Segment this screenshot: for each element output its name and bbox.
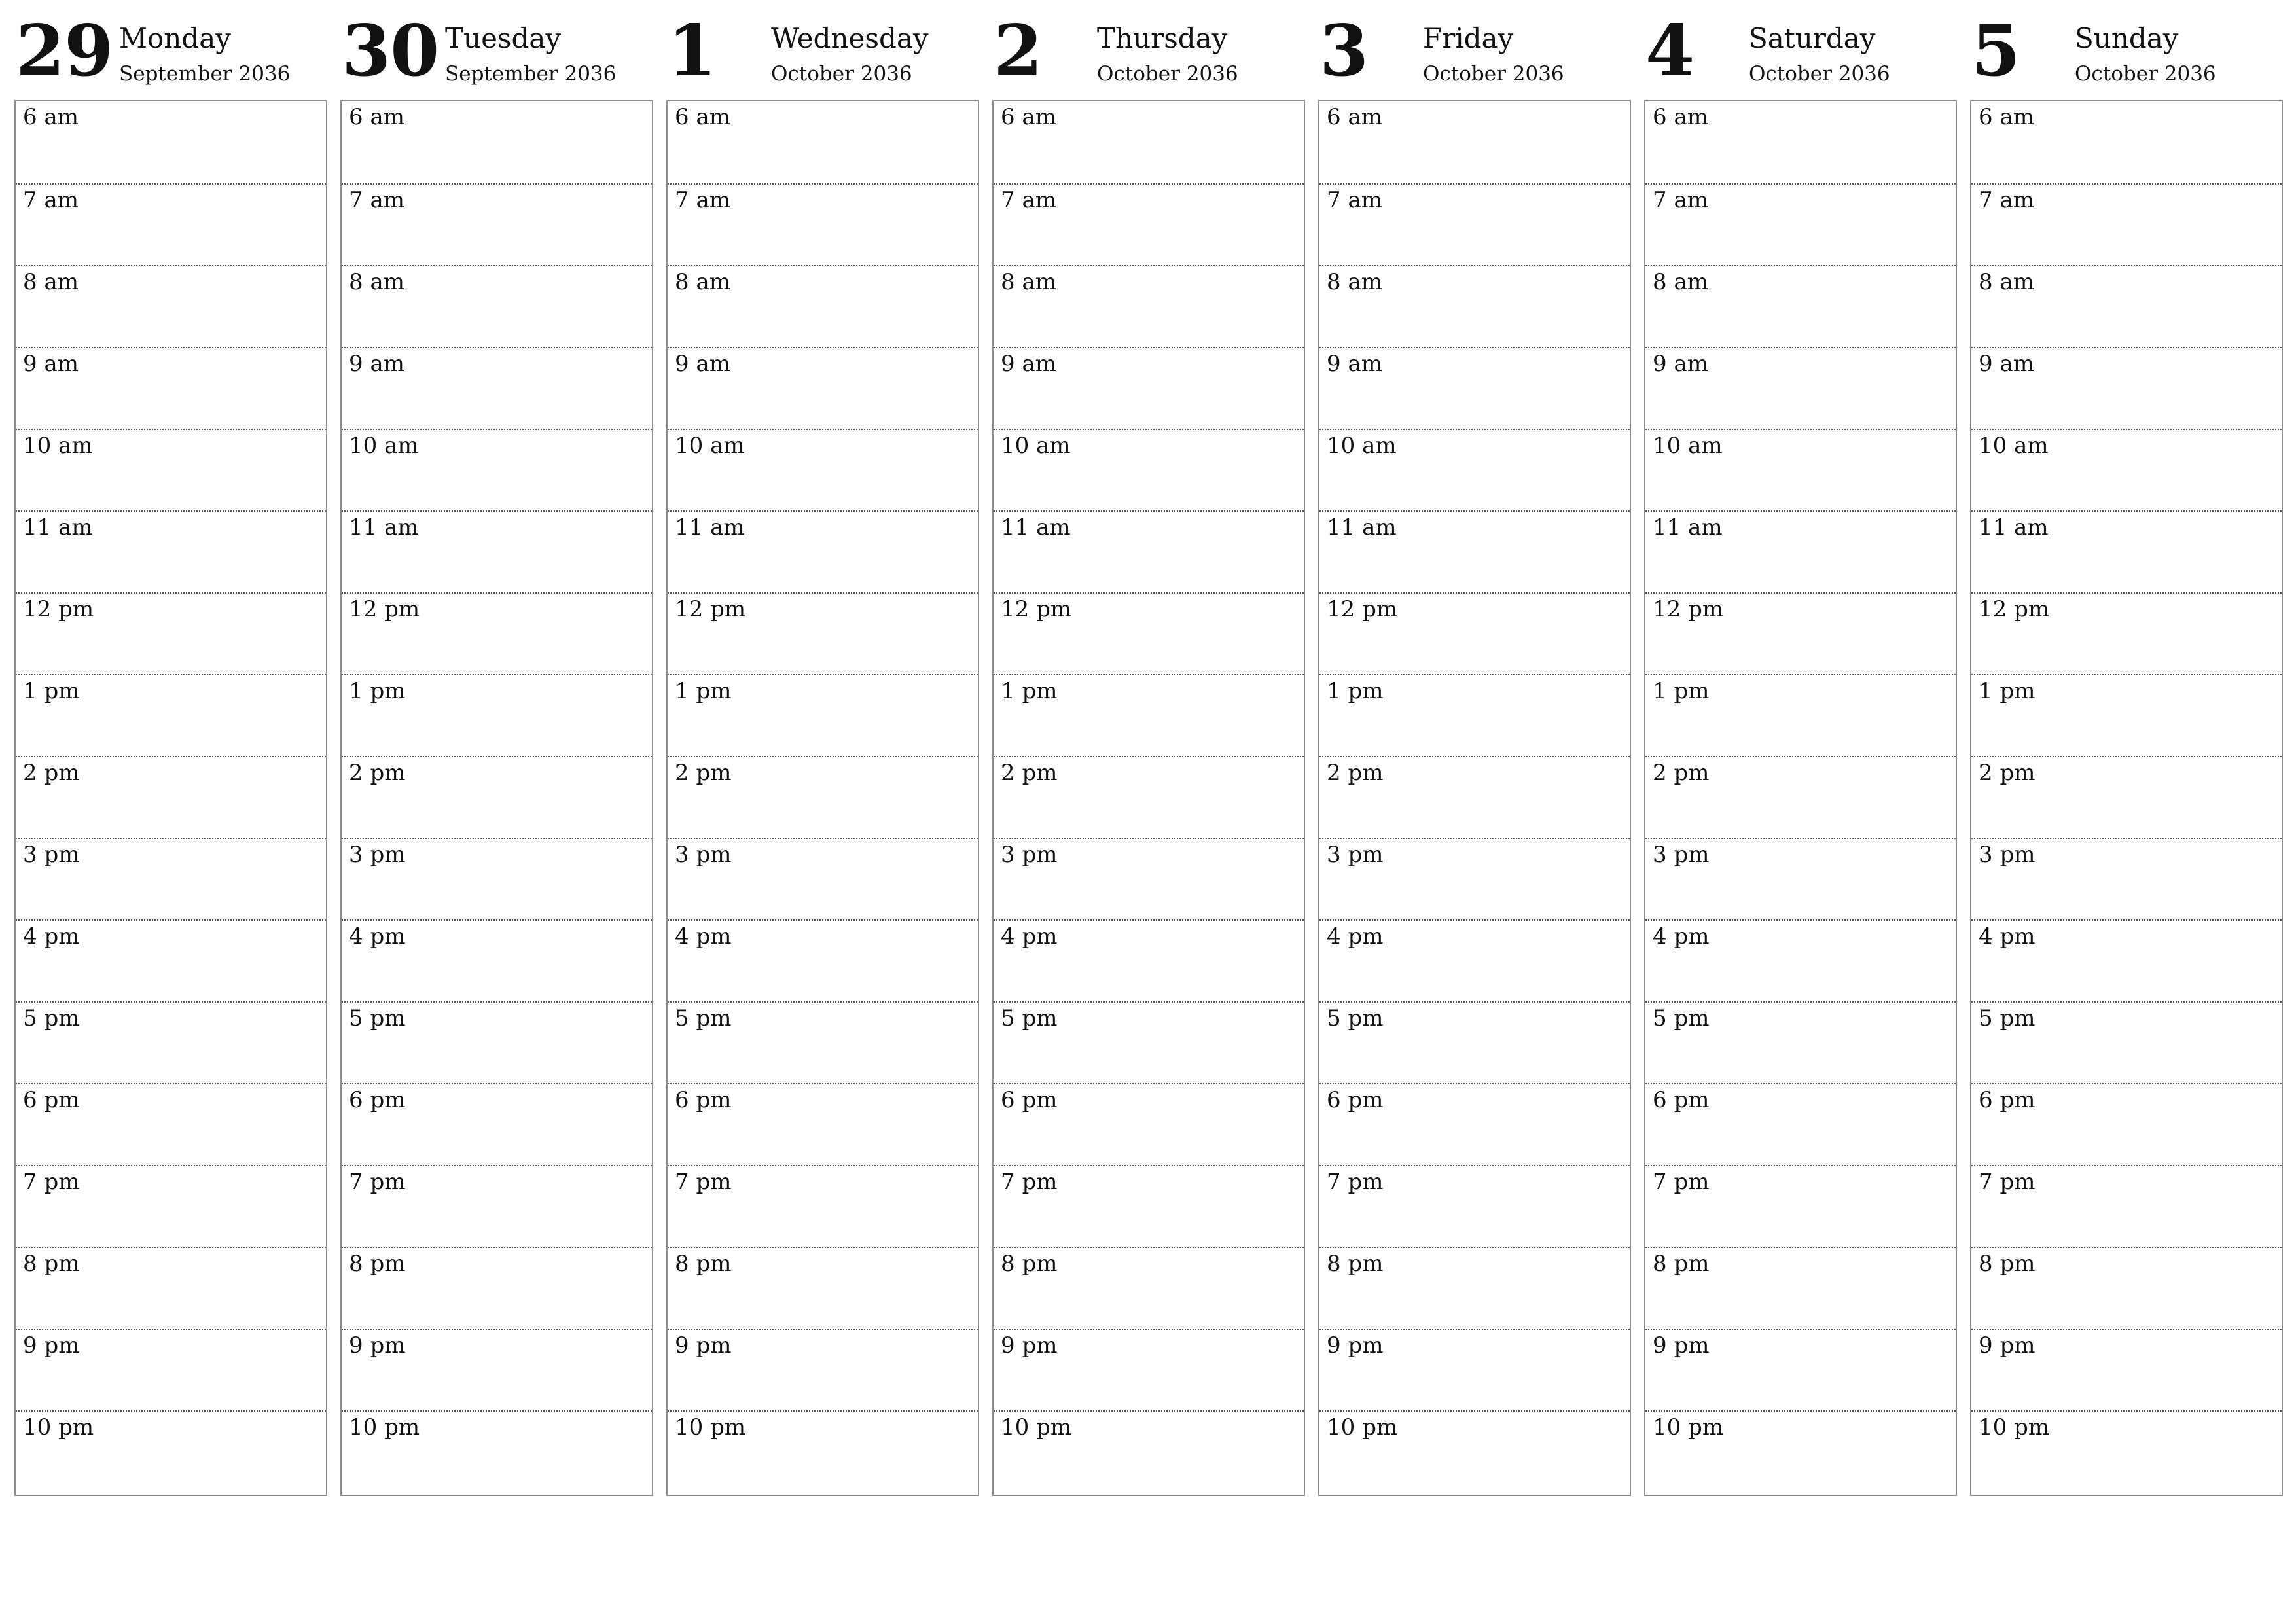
hour-label: 10 am [23, 433, 93, 459]
hour-label: 7 am [1327, 187, 1382, 213]
hour-label: 9 pm [23, 1332, 80, 1359]
hour-slot[interactable] [16, 756, 326, 838]
hour-slot[interactable] [1971, 1001, 2282, 1083]
day-header [1644, 0, 1957, 98]
hour-label: 5 pm [1653, 1005, 1710, 1031]
hour-label: 3 pm [675, 842, 732, 868]
hour-label: 6 am [1327, 104, 1382, 130]
weekday-name: Tuesday [445, 22, 562, 54]
hour-label: 5 pm [23, 1005, 80, 1031]
hour-label: 4 pm [1327, 923, 1384, 950]
hour-label: 5 pm [675, 1005, 732, 1031]
hour-slot[interactable] [994, 838, 1304, 919]
hour-label: 8 pm [349, 1251, 406, 1277]
hour-label: 7 am [1653, 187, 1708, 213]
hour-label: 1 pm [1979, 678, 2036, 704]
hour-label: 4 pm [1653, 923, 1710, 950]
hour-label: 11 am [1001, 514, 1071, 541]
hour-slot[interactable] [1645, 1083, 1956, 1165]
hour-label: 8 pm [1979, 1251, 2036, 1277]
hour-slot[interactable] [1971, 1165, 2282, 1247]
hour-label: 9 pm [349, 1332, 406, 1359]
day-header [1318, 0, 1631, 98]
hour-label: 7 pm [1653, 1169, 1710, 1195]
hour-label: 7 pm [675, 1169, 732, 1195]
day-number: 30 [342, 10, 439, 92]
hour-label: 10 am [1327, 433, 1397, 459]
hour-slot[interactable] [1971, 1083, 2282, 1165]
hour-label: 11 am [1653, 514, 1723, 541]
hour-slot[interactable] [16, 183, 326, 265]
hour-slot[interactable] [1319, 510, 1630, 592]
hour-label: 8 am [1653, 269, 1708, 295]
hour-label: 6 pm [1327, 1087, 1384, 1113]
hour-label: 2 pm [675, 760, 732, 786]
hour-slot[interactable] [994, 1083, 1304, 1165]
hour-slot[interactable] [994, 510, 1304, 592]
hour-label: 3 pm [1327, 842, 1384, 868]
hour-label: 11 am [675, 514, 745, 541]
hour-label: 6 am [349, 104, 404, 130]
hour-label: 11 am [349, 514, 419, 541]
hour-slot[interactable] [668, 1329, 978, 1410]
day-header [14, 0, 327, 98]
hour-slot[interactable] [1645, 1329, 1956, 1410]
hour-slot[interactable] [994, 592, 1304, 674]
hour-slot[interactable] [1319, 592, 1630, 674]
hour-label: 6 am [1979, 104, 2034, 130]
hour-label: 9 pm [1653, 1332, 1710, 1359]
hour-label: 6 am [675, 104, 730, 130]
hour-label: 7 pm [1001, 1169, 1058, 1195]
hour-label: 3 pm [349, 842, 406, 868]
hour-label: 4 pm [675, 923, 732, 950]
hour-slot[interactable] [1971, 756, 2282, 838]
hour-slot[interactable] [1971, 1329, 2282, 1410]
day-schedule-box [1970, 100, 2283, 1496]
month-year: September 2036 [445, 62, 617, 86]
hour-label: 12 pm [1327, 596, 1398, 622]
hour-label: 6 pm [1979, 1087, 2036, 1113]
day-header [992, 0, 1305, 98]
hour-slot[interactable] [1319, 919, 1630, 1001]
hour-slot[interactable] [994, 1329, 1304, 1410]
day-number: 3 [1319, 10, 1369, 92]
hour-label: 8 pm [1001, 1251, 1058, 1277]
hour-slot[interactable] [16, 265, 326, 347]
hour-label: 3 pm [1979, 842, 2036, 868]
hour-label: 9 am [675, 351, 730, 377]
hour-label: 9 am [349, 351, 404, 377]
hour-slot[interactable] [1645, 1247, 1956, 1329]
weekday-name: Monday [119, 22, 231, 54]
hour-slot[interactable] [668, 756, 978, 838]
hour-label: 8 am [1327, 269, 1382, 295]
hour-slot[interactable] [994, 429, 1304, 510]
hour-slot[interactable] [668, 510, 978, 592]
hour-slot[interactable] [1971, 101, 2282, 183]
hour-label: 7 pm [1327, 1169, 1384, 1195]
hour-label: 10 am [349, 433, 419, 459]
hour-slot[interactable] [342, 1410, 652, 1492]
hour-label: 11 am [1327, 514, 1397, 541]
hour-slot[interactable] [668, 429, 978, 510]
hour-label: 9 pm [1001, 1332, 1058, 1359]
day-number: 1 [668, 10, 717, 92]
hour-slot[interactable] [1319, 838, 1630, 919]
hour-slot[interactable] [16, 1247, 326, 1329]
hour-slot[interactable] [16, 919, 326, 1001]
hour-label: 8 am [1979, 269, 2034, 295]
hour-label: 12 pm [675, 596, 746, 622]
hour-label: 7 pm [1979, 1169, 2036, 1195]
day-schedule-box [14, 100, 327, 1496]
hour-slot[interactable] [16, 347, 326, 429]
hour-slot[interactable] [1319, 1001, 1630, 1083]
hour-slot[interactable] [1645, 265, 1956, 347]
hour-label: 4 pm [349, 923, 406, 950]
hour-slot[interactable] [1645, 347, 1956, 429]
hour-label: 6 pm [675, 1087, 732, 1113]
hour-label: 1 pm [1327, 678, 1384, 704]
weekday-name: Thursday [1097, 22, 1228, 54]
hour-label: 9 am [1327, 351, 1382, 377]
hour-label: 9 am [1653, 351, 1708, 377]
hour-slot[interactable] [994, 674, 1304, 756]
weekday-name: Sunday [2075, 22, 2179, 54]
hour-slot[interactable] [1319, 183, 1630, 265]
hour-label: 10 pm [1001, 1414, 1072, 1440]
hour-slot[interactable] [994, 1165, 1304, 1247]
hour-label: 3 pm [23, 842, 80, 868]
hour-slot[interactable] [1971, 919, 2282, 1001]
hour-slot[interactable] [1645, 1410, 1956, 1492]
hour-label: 1 pm [1001, 678, 1058, 704]
hour-slot[interactable] [994, 347, 1304, 429]
hour-label: 5 pm [1001, 1005, 1058, 1031]
hour-slot[interactable] [342, 838, 652, 919]
hour-slot[interactable] [342, 1247, 652, 1329]
hour-label: 6 pm [1001, 1087, 1058, 1113]
hour-slot[interactable] [1645, 429, 1956, 510]
hour-label: 6 pm [349, 1087, 406, 1113]
weekday-name: Friday [1423, 22, 1514, 54]
hour-slot[interactable] [1319, 1329, 1630, 1410]
hour-slot[interactable] [1645, 919, 1956, 1001]
hour-slot[interactable] [668, 1410, 978, 1492]
hour-slot[interactable] [16, 429, 326, 510]
hour-slot[interactable] [1971, 429, 2282, 510]
hour-slot[interactable] [342, 1083, 652, 1165]
hour-slot[interactable] [1971, 1410, 2282, 1492]
hour-slot[interactable] [668, 919, 978, 1001]
hour-label: 7 am [675, 187, 730, 213]
hour-slot[interactable] [668, 838, 978, 919]
hour-label: 10 pm [349, 1414, 420, 1440]
hour-slot[interactable] [342, 1165, 652, 1247]
hour-slot[interactable] [1319, 1247, 1630, 1329]
hour-slot[interactable] [994, 756, 1304, 838]
hour-label: 1 pm [349, 678, 406, 704]
hour-label: 10 am [675, 433, 745, 459]
hour-slot[interactable] [994, 265, 1304, 347]
hour-label: 9 pm [1979, 1332, 2036, 1359]
month-year: October 2036 [1749, 62, 1890, 86]
day-schedule-box [340, 100, 653, 1496]
hour-label: 9 am [1979, 351, 2034, 377]
hour-slot[interactable] [668, 183, 978, 265]
hour-slot[interactable] [342, 183, 652, 265]
hour-label: 8 am [349, 269, 404, 295]
hour-slot[interactable] [1645, 756, 1956, 838]
month-year: October 2036 [1097, 62, 1238, 86]
hour-slot[interactable] [1971, 1247, 2282, 1329]
hour-label: 6 am [1653, 104, 1708, 130]
hour-slot[interactable] [668, 1165, 978, 1247]
hour-slot[interactable] [342, 347, 652, 429]
hour-slot[interactable] [668, 347, 978, 429]
hour-slot[interactable] [1971, 674, 2282, 756]
hour-label: 8 pm [23, 1251, 80, 1277]
hour-slot[interactable] [1645, 1001, 1956, 1083]
hour-label: 8 am [1001, 269, 1056, 295]
hour-slot[interactable] [1971, 592, 2282, 674]
hour-slot[interactable] [1971, 183, 2282, 265]
hour-label: 9 am [1001, 351, 1056, 377]
hour-slot[interactable] [1319, 1165, 1630, 1247]
hour-slot[interactable] [342, 101, 652, 183]
month-year: October 2036 [2075, 62, 2216, 86]
hour-label: 11 am [1979, 514, 2049, 541]
day-schedule-box [1318, 100, 1631, 1496]
hour-label: 10 am [1653, 433, 1723, 459]
hour-slot[interactable] [16, 674, 326, 756]
hour-label: 3 pm [1001, 842, 1058, 868]
day-header [1970, 0, 2283, 98]
hour-slot[interactable] [342, 756, 652, 838]
hour-label: 1 pm [675, 678, 732, 704]
hour-label: 12 pm [1653, 596, 1724, 622]
hour-label: 7 pm [23, 1169, 80, 1195]
day-header [666, 0, 979, 98]
day-schedule-box [1644, 100, 1957, 1496]
hour-label: 10 pm [1979, 1414, 2050, 1440]
hour-slot[interactable] [994, 183, 1304, 265]
hour-label: 2 pm [1979, 760, 2036, 786]
hour-slot[interactable] [16, 592, 326, 674]
hour-slot[interactable] [342, 1001, 652, 1083]
hour-label: 8 pm [675, 1251, 732, 1277]
hour-slot[interactable] [16, 1083, 326, 1165]
hour-label: 7 am [1001, 187, 1056, 213]
hour-slot[interactable] [994, 101, 1304, 183]
hour-label: 2 pm [1327, 760, 1384, 786]
hour-slot[interactable] [342, 919, 652, 1001]
weekday-name: Saturday [1749, 22, 1876, 54]
day-schedule-box [992, 100, 1305, 1496]
hour-slot[interactable] [16, 1165, 326, 1247]
hour-slot[interactable] [994, 1001, 1304, 1083]
hour-slot[interactable] [1971, 265, 2282, 347]
hour-slot[interactable] [1645, 674, 1956, 756]
hour-slot[interactable] [1971, 510, 2282, 592]
hour-label: 2 pm [23, 760, 80, 786]
hour-slot[interactable] [1319, 756, 1630, 838]
hour-slot[interactable] [668, 1001, 978, 1083]
month-year: October 2036 [771, 62, 912, 86]
day-schedule-box [666, 100, 979, 1496]
hour-slot[interactable] [342, 1329, 652, 1410]
hour-slot[interactable] [1319, 347, 1630, 429]
hour-slot[interactable] [668, 101, 978, 183]
hour-slot[interactable] [1319, 1410, 1630, 1492]
weekday-name: Wednesday [771, 22, 929, 54]
hour-slot[interactable] [16, 101, 326, 183]
hour-slot[interactable] [16, 1001, 326, 1083]
hour-label: 10 pm [1653, 1414, 1724, 1440]
hour-label: 5 pm [1979, 1005, 2036, 1031]
hour-label: 5 pm [349, 1005, 406, 1031]
hour-slot[interactable] [1645, 838, 1956, 919]
hour-label: 1 pm [1653, 678, 1710, 704]
hour-label: 7 am [349, 187, 404, 213]
day-number: 29 [16, 10, 113, 92]
hour-label: 10 pm [675, 1414, 746, 1440]
hour-slot[interactable] [342, 510, 652, 592]
hour-slot[interactable] [16, 1329, 326, 1410]
month-year: September 2036 [119, 62, 291, 86]
hour-label: 2 pm [349, 760, 406, 786]
hour-label: 6 pm [23, 1087, 80, 1113]
hour-label: 2 pm [1653, 760, 1710, 786]
hour-label: 7 am [1979, 187, 2034, 213]
hour-label: 2 pm [1001, 760, 1058, 786]
hour-label: 9 am [23, 351, 79, 377]
hour-slot[interactable] [668, 674, 978, 756]
hour-label: 8 pm [1653, 1251, 1710, 1277]
hour-label: 7 pm [349, 1169, 406, 1195]
hour-label: 6 pm [1653, 1087, 1710, 1113]
hour-label: 12 pm [349, 596, 420, 622]
hour-slot[interactable] [16, 510, 326, 592]
hour-slot[interactable] [668, 1247, 978, 1329]
hour-slot[interactable] [668, 592, 978, 674]
hour-slot[interactable] [1319, 674, 1630, 756]
hour-label: 4 pm [1979, 923, 2036, 950]
day-number: 4 [1645, 10, 1695, 92]
hour-label: 8 am [23, 269, 79, 295]
hour-slot[interactable] [994, 1247, 1304, 1329]
hour-label: 6 am [1001, 104, 1056, 130]
hour-label: 10 am [1001, 433, 1071, 459]
hour-label: 12 pm [1979, 596, 2050, 622]
hour-label: 12 pm [23, 596, 94, 622]
hour-label: 9 pm [675, 1332, 732, 1359]
hour-slot[interactable] [16, 838, 326, 919]
hour-slot[interactable] [1971, 838, 2282, 919]
hour-label: 10 am [1979, 433, 2049, 459]
hour-label: 4 pm [1001, 923, 1058, 950]
weekly-planner [14, 0, 2292, 1505]
hour-slot[interactable] [668, 265, 978, 347]
hour-label: 4 pm [23, 923, 80, 950]
hour-slot[interactable] [994, 1410, 1304, 1492]
hour-label: 11 am [23, 514, 93, 541]
hour-slot[interactable] [1645, 592, 1956, 674]
hour-label: 12 pm [1001, 596, 1072, 622]
hour-slot[interactable] [1319, 1083, 1630, 1165]
hour-slot[interactable] [342, 592, 652, 674]
hour-label: 10 pm [1327, 1414, 1398, 1440]
hour-slot[interactable] [1319, 429, 1630, 510]
hour-slot[interactable] [1645, 101, 1956, 183]
hour-slot[interactable] [1645, 183, 1956, 265]
hour-label: 7 am [23, 187, 79, 213]
hour-slot[interactable] [342, 429, 652, 510]
day-number: 5 [1971, 10, 2020, 92]
hour-label: 3 pm [1653, 842, 1710, 868]
hour-label: 6 am [23, 104, 79, 130]
hour-slot[interactable] [1645, 1165, 1956, 1247]
hour-label: 1 pm [23, 678, 80, 704]
hour-label: 8 pm [1327, 1251, 1384, 1277]
hour-slot[interactable] [1971, 347, 2282, 429]
hour-slot[interactable] [342, 674, 652, 756]
hour-slot[interactable] [1645, 510, 1956, 592]
hour-label: 5 pm [1327, 1005, 1384, 1031]
hour-slot[interactable] [668, 1083, 978, 1165]
hour-slot[interactable] [16, 1410, 326, 1492]
day-header [340, 0, 653, 98]
hour-slot[interactable] [1319, 265, 1630, 347]
hour-slot[interactable] [1319, 101, 1630, 183]
day-number: 2 [994, 10, 1043, 92]
month-year: October 2036 [1423, 62, 1564, 86]
hour-slot[interactable] [994, 919, 1304, 1001]
hour-label: 10 pm [23, 1414, 94, 1440]
hour-label: 9 pm [1327, 1332, 1384, 1359]
hour-slot[interactable] [342, 265, 652, 347]
hour-label: 8 am [675, 269, 730, 295]
